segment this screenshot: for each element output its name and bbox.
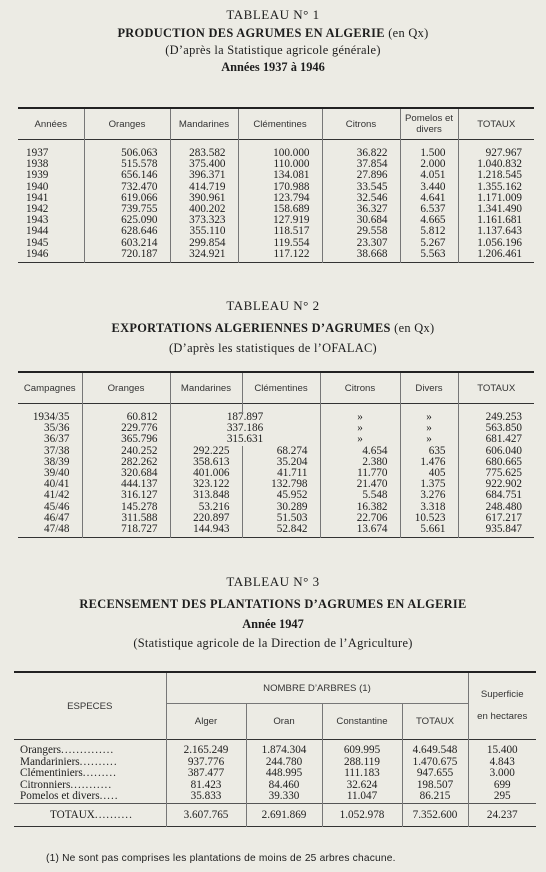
table-cell: 396.371 xyxy=(170,170,238,181)
table-cell: 4.665 xyxy=(400,215,458,226)
table-cell: 52.842 xyxy=(242,524,320,538)
table-cell: 4.051 xyxy=(400,170,458,181)
table-cell: 282.262 xyxy=(82,457,170,468)
table-cell: 316.127 xyxy=(82,490,170,501)
table-cell: 515.578 xyxy=(84,159,170,170)
table-cell: 11.770 xyxy=(320,468,400,479)
tableau1-col-header: TOTAUX xyxy=(477,118,516,130)
table-cell: 36/37 xyxy=(18,434,82,445)
tableau1-title xyxy=(0,25,546,41)
species-name: Orangers xyxy=(20,744,62,756)
table-cell: 45/46 xyxy=(18,502,82,513)
tableau3-sub-col-header: Constantine xyxy=(322,704,402,740)
species-name: Clémentiniers xyxy=(20,767,83,780)
tableau1-col-header: Pomelos et divers xyxy=(400,108,458,140)
table-row xyxy=(18,524,534,538)
table-cell: 29.558 xyxy=(322,226,400,237)
table-cell: 739.755 xyxy=(84,204,170,215)
tableau2-col-header: TOTAUX xyxy=(477,382,516,394)
table-cell: 1.218.545 xyxy=(477,169,522,182)
table-cell: 935.847 xyxy=(485,523,522,536)
table-cell: 41/42 xyxy=(18,490,82,501)
table-cell: 4.641 xyxy=(400,193,458,204)
table-cell: 1.161.681 xyxy=(477,214,522,227)
total-row xyxy=(14,803,536,826)
table-cell: 37.854 xyxy=(322,159,400,170)
total-cell xyxy=(14,803,166,826)
table-cell: 158.689 xyxy=(238,204,322,215)
table-cell: 144.943 xyxy=(170,524,242,538)
table-cell: 1946 xyxy=(18,249,84,263)
table-cell: 117.122 xyxy=(238,249,322,263)
table-cell: 947.655 xyxy=(402,768,468,780)
table-cell: 3.276 xyxy=(400,490,458,501)
table-cell: 134.081 xyxy=(238,170,322,181)
table-cell: 1.476 xyxy=(400,457,458,468)
table-cell: 375.400 xyxy=(170,159,238,170)
table-cell: 1.171.009 xyxy=(477,191,522,204)
table-row xyxy=(18,490,534,501)
table-cell: 32.624 xyxy=(322,780,402,792)
leader-dots: ..... xyxy=(99,790,119,803)
table-row xyxy=(18,249,534,263)
tableau1-col-header: Clémentines xyxy=(238,108,322,140)
table-cell: 35.833 xyxy=(166,791,246,803)
table-cell: 320.684 xyxy=(82,468,170,479)
tableau3-sub-col-header: TOTAUX xyxy=(402,704,468,740)
table-cell: 229.776 xyxy=(82,423,170,434)
tableau3-heading: TABLEAU N° 3 xyxy=(226,574,320,589)
table-cell: 292.225 xyxy=(170,446,242,457)
table-cell: 405 xyxy=(400,468,458,479)
table-row xyxy=(18,412,534,423)
table-cell: 3.318 xyxy=(400,502,458,513)
table-cell: 249.253 xyxy=(485,411,522,423)
total-cell: 7.352.600 xyxy=(402,803,468,826)
tableau1-col-header: Mandarines xyxy=(170,108,238,140)
tableau1-heading: TABLEAU N° 1 xyxy=(226,7,320,22)
spacer-row xyxy=(18,404,534,413)
table-cell: 563.850 xyxy=(485,422,522,435)
table-cell: 732.470 xyxy=(84,182,170,193)
table-cell: 4.654 xyxy=(320,446,400,457)
table-cell: 365.796 xyxy=(82,434,170,445)
table-cell: 390.961 xyxy=(170,193,238,204)
table-cell: 1.470.675 xyxy=(402,757,468,769)
table-cell: » xyxy=(400,423,458,434)
table-cell: 33.545 xyxy=(322,182,400,193)
tableau2-header xyxy=(0,298,546,356)
table-cell: 1.341.490 xyxy=(477,203,522,216)
table-cell: 1939 xyxy=(18,170,84,181)
species-name: Citronniers xyxy=(20,778,71,791)
table-cell: 86.215 xyxy=(402,791,468,803)
tableau2-col-header: Oranges xyxy=(82,372,170,404)
table-cell: 311.588 xyxy=(82,513,170,524)
table-cell: » xyxy=(320,412,400,423)
table-cell: 3.440 xyxy=(400,182,458,193)
table-cell: 4.649.548 xyxy=(402,745,468,757)
table-row xyxy=(18,513,534,524)
table-cell: 922.902 xyxy=(485,478,522,491)
table-cell: 313.848 xyxy=(170,490,242,501)
table-cell: 47/48 xyxy=(18,524,82,538)
species-name: Pomelos et divers xyxy=(20,790,100,803)
table-cell: 680.665 xyxy=(485,455,522,468)
table-cell: 323.122 xyxy=(170,479,242,490)
table-cell: 35.204 xyxy=(242,457,320,468)
table-cell: 448.995 xyxy=(246,768,322,780)
total-cell: 2.691.869 xyxy=(246,803,322,826)
table-cell-merged: 337.186 xyxy=(170,423,320,434)
tableau2-col-header: Mandarines xyxy=(170,372,242,404)
leader-dots: .............. xyxy=(61,744,115,756)
table-cell: 606.040 xyxy=(485,444,522,457)
table-cell: » xyxy=(320,434,400,445)
table-cell: 373.323 xyxy=(170,215,238,226)
table-cell: 6.537 xyxy=(400,204,458,215)
table-cell: 40/41 xyxy=(18,479,82,490)
total-cell: 1.052.978 xyxy=(322,803,402,826)
table-cell: 35/36 xyxy=(18,423,82,434)
table-cell: 299.854 xyxy=(170,238,238,249)
table-cell: 775.625 xyxy=(485,467,522,480)
total-cell: 24.237 xyxy=(486,808,518,821)
table-cell: 111.183 xyxy=(322,768,402,780)
table-cell: 68.274 xyxy=(242,446,320,457)
table-cell: 5.548 xyxy=(320,490,400,501)
table-cell: 720.187 xyxy=(84,249,170,263)
tableau3-col-superficie-line1: Superficie xyxy=(480,689,524,700)
table-row xyxy=(18,226,534,237)
table-cell: 145.278 xyxy=(82,502,170,513)
table-cell: 609.995 xyxy=(322,745,402,757)
table-cell: 248.480 xyxy=(485,500,522,513)
table-cell: 681.427 xyxy=(485,433,522,446)
table-cell: 1934/35 xyxy=(18,412,82,423)
table-cell: 198.507 xyxy=(402,780,468,792)
tableau1-period: Années 1937 à 1946 xyxy=(221,60,325,74)
tableau3-col-especes: ESPECES xyxy=(14,672,166,740)
table-cell: » xyxy=(320,423,400,434)
species-name: Mandariniers xyxy=(20,755,80,768)
table-row xyxy=(18,502,534,513)
table-cell: 400.202 xyxy=(170,204,238,215)
table-cell: 1.874.304 xyxy=(246,745,322,757)
tableau2-heading: TABLEAU N° 2 xyxy=(226,298,320,313)
tableau1-table xyxy=(18,107,534,263)
table-cell: 358.613 xyxy=(170,457,242,468)
table-row xyxy=(14,791,536,803)
leader-dots: ......... xyxy=(82,767,117,780)
tableau1-title-text: PRODUCTION DES AGRUMES EN ALGERIE xyxy=(117,26,385,40)
tableau3-year: Année 1947 xyxy=(242,617,304,631)
total-cell: 3.607.765 xyxy=(166,803,246,826)
species-cell xyxy=(14,791,166,803)
table-cell: 3.000 xyxy=(489,767,515,780)
tableau1-col-header: Oranges xyxy=(84,108,170,140)
tableau2-col-header: Divers xyxy=(400,372,458,404)
leader-dots: ........... xyxy=(70,778,113,791)
table-cell-merged: 187.897 xyxy=(170,412,320,423)
table-cell: 15.400 xyxy=(486,744,518,756)
table-cell: 1.355.162 xyxy=(477,180,522,193)
table-cell: » xyxy=(400,412,458,423)
table-cell: 30.289 xyxy=(242,502,320,513)
table-cell: 635 xyxy=(400,446,458,457)
table-cell: 387.477 xyxy=(166,768,246,780)
table-cell: 295 xyxy=(493,790,511,803)
table-cell: 60.812 xyxy=(82,412,170,423)
table-cell: 355.110 xyxy=(170,226,238,237)
tableau3-col-superficie xyxy=(468,672,536,740)
table-cell: 5.563 xyxy=(400,249,458,263)
tableau1-col-header: Années xyxy=(18,108,84,140)
table-row xyxy=(18,457,534,468)
tableau3-source: (Statistique agricole de la Direction de l’Agriculture) xyxy=(133,636,413,650)
total-label: TOTAUX xyxy=(50,808,95,821)
table-cell: 38/39 xyxy=(18,457,82,468)
leader-dots: .......... xyxy=(79,755,118,768)
table-cell: 1945 xyxy=(18,238,84,249)
table-cell: 46/47 xyxy=(18,513,82,524)
table-cell: 1.375 xyxy=(400,479,458,490)
tableau3-col-group: NOMBRE D’ARBRES (1) xyxy=(166,672,468,704)
table-cell: 718.727 xyxy=(82,524,170,538)
tableau1-col-header: Citrons xyxy=(322,108,400,140)
table-cell: 444.137 xyxy=(82,479,170,490)
table-cell: 2.165.249 xyxy=(166,745,246,757)
leader-dots: .......... xyxy=(94,808,133,821)
table-cell: 5.812 xyxy=(400,226,458,237)
table-cell: 1941 xyxy=(18,193,84,204)
tableau2-col-header: Campagnes xyxy=(18,372,82,404)
table-cell: 38.668 xyxy=(322,249,400,263)
table-cell: 81.423 xyxy=(166,780,246,792)
tableau3-table xyxy=(14,671,536,827)
table-cell: 324.921 xyxy=(170,249,238,263)
table-cell: 927.967 xyxy=(485,147,522,159)
table-cell: 625.090 xyxy=(84,215,170,226)
tableau1-title-unit: (en Qx) xyxy=(388,26,429,40)
table-cell: 937.776 xyxy=(166,757,246,769)
table-cell: 13.674 xyxy=(320,524,400,538)
table-row xyxy=(18,479,534,490)
tableau2-col-header: Clémentines xyxy=(242,372,320,404)
table-cell: 41.711 xyxy=(242,468,320,479)
table-cell: 1944 xyxy=(18,226,84,237)
table-cell: » xyxy=(400,434,458,445)
table-cell: 51.503 xyxy=(242,513,320,524)
table-cell: 1.137.643 xyxy=(477,225,522,238)
table-cell: 36.822 xyxy=(322,148,400,159)
table-cell: 5.661 xyxy=(400,524,458,538)
table-cell: 240.252 xyxy=(82,446,170,457)
table-cell: 288.119 xyxy=(322,757,402,769)
table-cell: 119.554 xyxy=(238,238,322,249)
table-cell: 100.000 xyxy=(238,148,322,159)
table-cell: 1943 xyxy=(18,215,84,226)
table-cell: 37/38 xyxy=(18,446,82,457)
tableau2-header-row xyxy=(18,372,534,404)
table-cell: 39.330 xyxy=(246,791,322,803)
table-cell: 2.000 xyxy=(400,159,458,170)
table-cell: 53.216 xyxy=(170,502,242,513)
table-cell: 401.006 xyxy=(170,468,242,479)
table-cell: 220.897 xyxy=(170,513,242,524)
table-cell: 16.382 xyxy=(320,502,400,513)
table-cell: 123.794 xyxy=(238,193,322,204)
tableau3-title: RECENSEMENT DES PLANTATIONS D’AGRUMES EN ALGERIE xyxy=(79,597,467,611)
table-cell: 1942 xyxy=(18,204,84,215)
tableau2-title-unit: (en Qx) xyxy=(394,321,435,335)
tableau1-header xyxy=(0,7,546,75)
table-cell: 23.307 xyxy=(322,238,400,249)
tableau2-source: (D’après les statistiques de l’OFALAC) xyxy=(168,341,377,355)
table-cell: 1938 xyxy=(18,159,84,170)
table-cell: 283.582 xyxy=(170,148,238,159)
table-cell: 414.719 xyxy=(170,182,238,193)
table-cell: 27.896 xyxy=(322,170,400,181)
table-cell: 684.751 xyxy=(485,489,522,502)
tableau3-footnote: (1) Ne sont pas comprises les plantations de moins de 25 arbres chacune. xyxy=(46,853,396,864)
table-row xyxy=(18,170,534,181)
tableau2-title xyxy=(0,320,546,336)
table-cell: 10.523 xyxy=(400,513,458,524)
table-cell: 5.267 xyxy=(400,238,458,249)
table-cell: 110.000 xyxy=(238,159,322,170)
tableau3-header xyxy=(0,574,546,651)
tableau2-col-header: Citrons xyxy=(320,372,400,404)
table-cell: 628.646 xyxy=(84,226,170,237)
table-cell: 506.063 xyxy=(84,148,170,159)
table-cell: 244.780 xyxy=(246,757,322,769)
table-cell: 617.217 xyxy=(485,511,522,524)
table-cell: 1.206.461 xyxy=(477,247,522,260)
tableau3-col-superficie-line2: en hectares xyxy=(477,711,528,722)
table-cell: 22.706 xyxy=(320,513,400,524)
table-cell: 127.919 xyxy=(238,215,322,226)
table-row xyxy=(18,423,534,434)
table-cell: 1940 xyxy=(18,182,84,193)
table-cell: 36.327 xyxy=(322,204,400,215)
table-cell: 32.546 xyxy=(322,193,400,204)
table-cell: 619.066 xyxy=(84,193,170,204)
table-cell: 699 xyxy=(493,778,511,791)
table-cell: 39/40 xyxy=(18,468,82,479)
table-cell: 1937 xyxy=(18,148,84,159)
table-cell-merged: 315.631 xyxy=(170,434,320,445)
table-cell: 45.952 xyxy=(242,490,320,501)
table-cell: 1.040.832 xyxy=(477,158,522,171)
table-cell: 4.843 xyxy=(489,755,515,768)
tableau3-sub-col-header: Oran xyxy=(246,704,322,740)
table-cell: 11.047 xyxy=(322,791,402,803)
table-cell: 603.214 xyxy=(84,238,170,249)
table-cell: 30.684 xyxy=(322,215,400,226)
table-cell: 21.470 xyxy=(320,479,400,490)
tableau3-sub-col-header: Alger xyxy=(166,704,246,740)
table-row xyxy=(18,446,534,457)
table-cell: 1.056.196 xyxy=(477,236,522,249)
table-cell: 1.500 xyxy=(400,148,458,159)
table-cell: 656.146 xyxy=(84,170,170,181)
table-row xyxy=(18,434,534,445)
tableau1-source: (D’après la Statistique agricole générale) xyxy=(165,43,381,57)
table-cell: 2.380 xyxy=(320,457,400,468)
table-cell: 132.798 xyxy=(242,479,320,490)
table-cell: 170.988 xyxy=(238,182,322,193)
table-cell: 84.460 xyxy=(246,780,322,792)
tableau1-header-row xyxy=(18,108,534,140)
table-cell: 118.517 xyxy=(238,226,322,237)
tableau2-table xyxy=(18,371,534,538)
tableau2-title-text: EXPORTATIONS ALGERIENNES D’AGRUMES xyxy=(111,321,391,335)
